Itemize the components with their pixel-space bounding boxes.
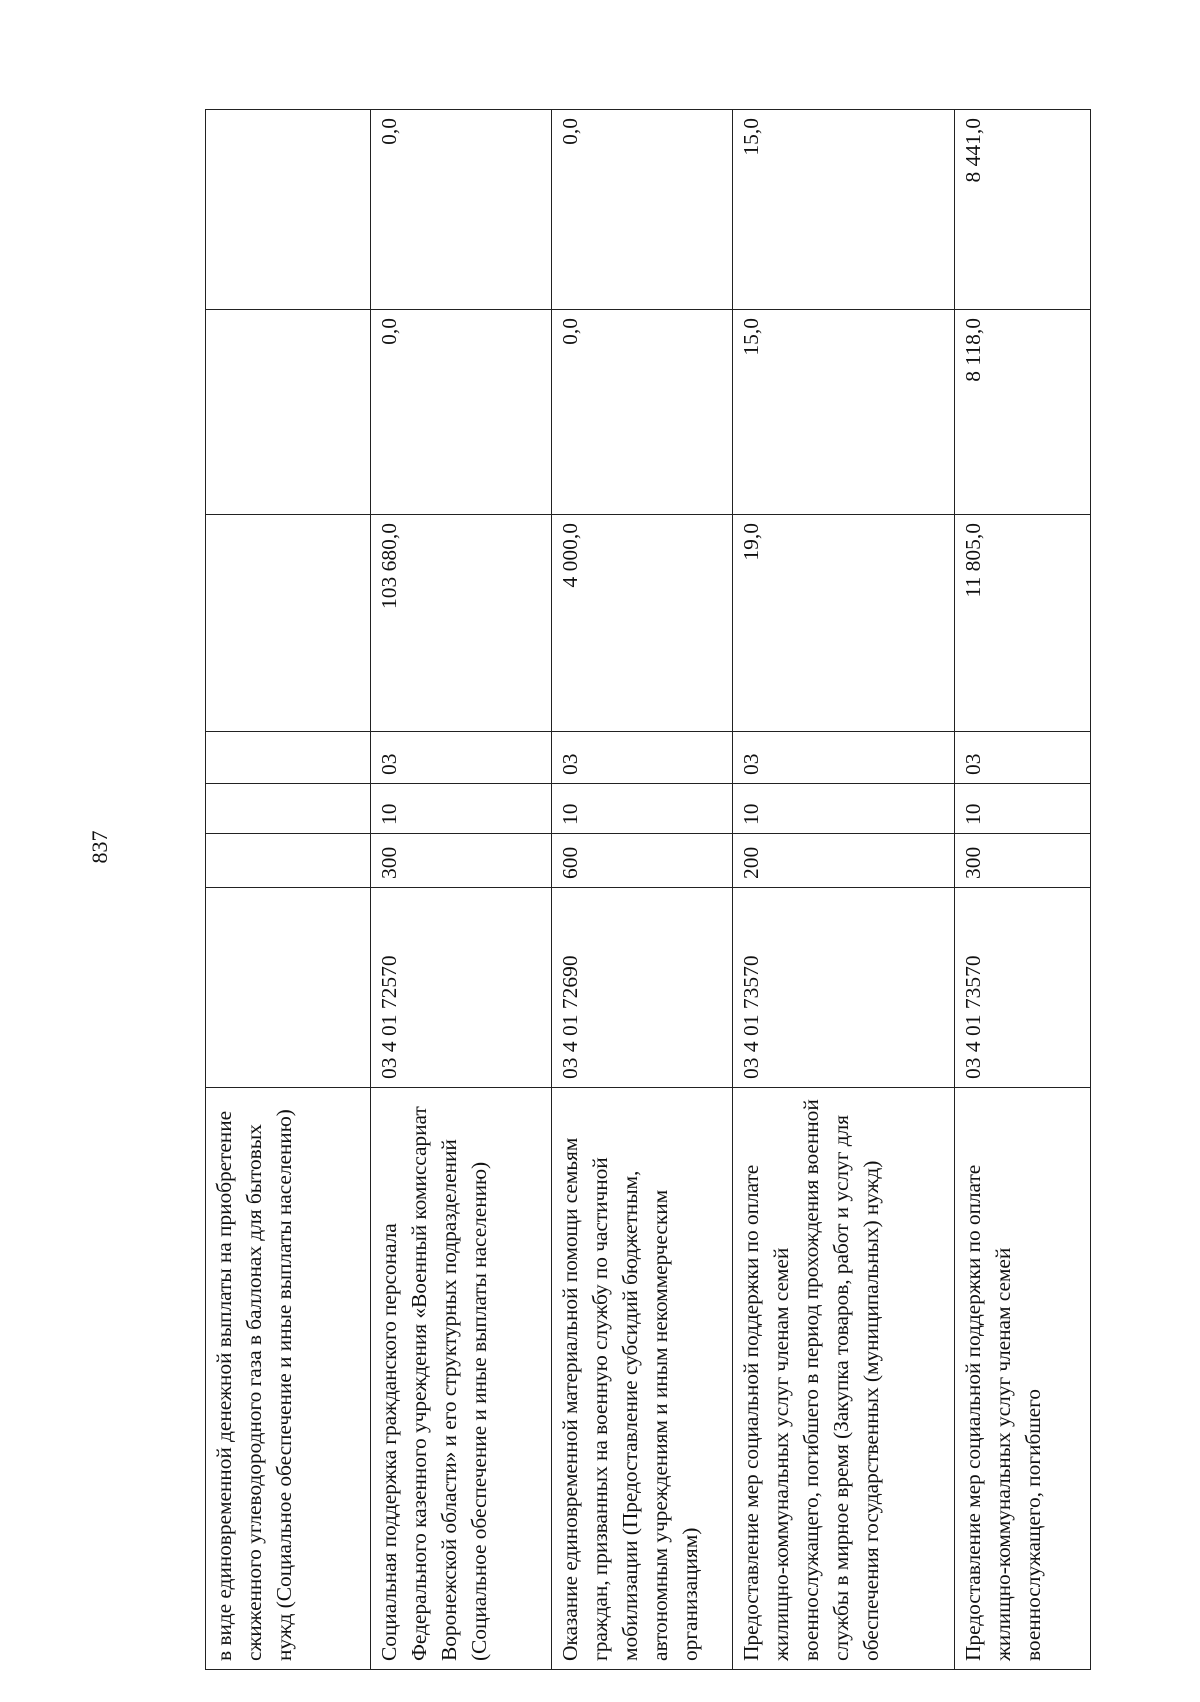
row-amount-2: 8 118,0 (955, 310, 1091, 515)
table-row (371, 110, 552, 1670)
row-amount-3: 0,0 (552, 110, 733, 310)
row-amount-2: 0,0 (371, 310, 552, 515)
budget-table (205, 109, 1091, 1670)
row-section-code: 10 (552, 784, 733, 834)
row-expense-type-code: 600 (552, 834, 733, 888)
row-description: Оказание единовременной материальной помощи семьям граждан, призванных на военную службу по частичной мобилизации (Предоставление субсидий бюджетным, автономным учреждениям и иным некоммерческим организациям) (552, 1088, 733, 1670)
row-target-article-code: 03 4 01 72690 (552, 888, 733, 1088)
row-description: Предоставление мер социальной поддержки по оплате жилищно-коммунальных услуг членам семей военнослужащего, погибшего в период прохождения военной службы в мирное время (Закупка товаров, работ и услуг для обеспечения государственных (муниципальных) нужд) (733, 1088, 955, 1670)
table-row (733, 110, 955, 1670)
row-amount-2: 15,0 (733, 310, 955, 515)
row-section-code (206, 784, 371, 834)
row-amount-3 (206, 110, 371, 310)
rotated-table-container (205, 110, 1090, 1670)
row-expense-type-code: 300 (955, 834, 1091, 888)
row-amount-3: 15,0 (733, 110, 955, 310)
row-amount-2: 0,0 (552, 310, 733, 515)
row-section-code: 10 (733, 784, 955, 834)
table-row (552, 110, 733, 1670)
row-amount-3: 8 441,0 (955, 110, 1091, 310)
row-amount-1 (206, 515, 371, 732)
row-amount-1: 103 680,0 (371, 515, 552, 732)
row-amount-1: 19,0 (733, 515, 955, 732)
row-expense-type-code: 300 (371, 834, 552, 888)
row-amount-2 (206, 310, 371, 515)
row-description: Социальная поддержка гражданского персонала Федерального казенного учреждения «Военный комиссариат Воронежской области» и его структурных подразделений (Социальное обеспечение и иные выплаты населению) (371, 1088, 552, 1670)
row-subsection-code (206, 732, 371, 784)
row-subsection-code: 03 (371, 732, 552, 784)
row-expense-type-code (206, 834, 371, 888)
page-number: 837 (87, 830, 112, 864)
row-target-article-code: 03 4 01 72570 (371, 888, 552, 1088)
row-amount-1: 4 000,0 (552, 515, 733, 732)
table-row (955, 110, 1091, 1670)
row-description: в виде единовременной денежной выплаты на приобретение сжиженного углеводородного газа в баллонах для бытовых нужд (Социальное обеспечение и иные выплаты населению) (206, 1088, 371, 1670)
row-amount-1: 11 805,0 (955, 515, 1091, 732)
row-target-article-code: 03 4 01 73570 (733, 888, 955, 1088)
row-subsection-code: 03 (955, 732, 1091, 784)
row-subsection-code: 03 (552, 732, 733, 784)
row-section-code: 10 (955, 784, 1091, 834)
row-amount-3: 0,0 (371, 110, 552, 310)
table-row (206, 110, 371, 1670)
row-description: Предоставление мер социальной поддержки по оплате жилищно-коммунальных услуг членам семей военнослужащего, погибшего (955, 1088, 1091, 1670)
row-expense-type-code: 200 (733, 834, 955, 888)
row-target-article-code (206, 888, 371, 1088)
row-section-code: 10 (371, 784, 552, 834)
row-target-article-code: 03 4 01 73570 (955, 888, 1091, 1088)
row-subsection-code: 03 (733, 732, 955, 784)
